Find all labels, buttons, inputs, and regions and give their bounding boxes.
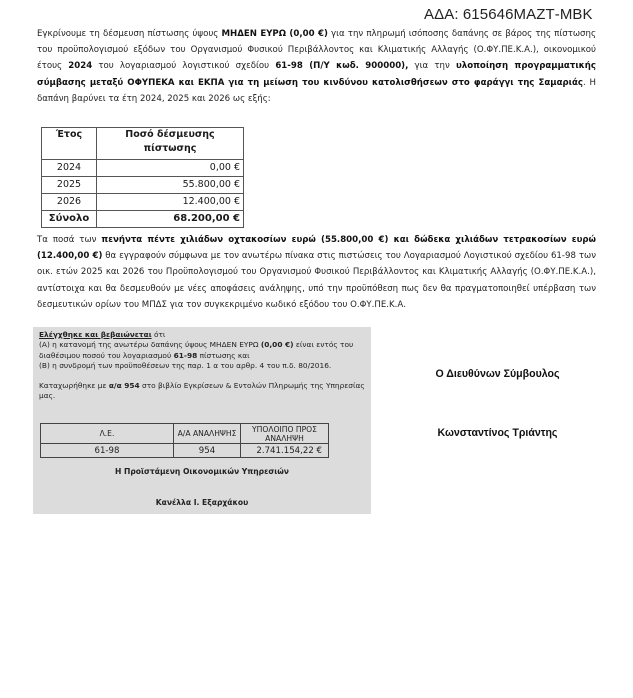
text: του λογαριασμού λογιστικού σχεδίου [92, 61, 276, 72]
ada-identifier: ΑΔΑ: 615646ΜΑΖΤ-ΜΒΚ [424, 6, 593, 23]
column-header-aa: Α/Α ΑΝΑΛΗΨΗΣ [174, 424, 241, 444]
project-title: υλοποίηση προγραμματικής σύμβασης μεταξύ ΟΦΥΠΕΚΑ και ΕΚΠΑ για τη μείωση του κινδύνου κατολισθήσεων στο φαράγγι της Σαμαριάς [37, 61, 596, 88]
total-amount: 68.200,00 € [97, 211, 244, 228]
table-row [42, 160, 244, 177]
text: (Α) η κατανομή της ανωτέρω δαπάνης ύψους ΜΗΔΕΝ ΕΥΡΩ [39, 340, 261, 350]
fiscal-year: 2024 [68, 61, 93, 72]
table-row [42, 177, 244, 194]
table-total-row [42, 211, 244, 228]
text: θα εγγραφούν σύμφωνα με τον ανωτέρω πίνακα στις πιστώσεις του Λογαριασμού Λογιστικού σχεδίου 61-98 των οικ. ετών 2025 και 2026 του Προϋπολογισμού του Οργανισμού Φυσικού Περιβάλλοντος και Κλιματικής Αλλαγής (Ο.ΦΥ.ΠΕ.Κ.Α.), αντίστοιχα και θα δεσμευθούν με νέες αποφάσεις ανάληψης, υπό την προϋπόθεση πως δεν θα πραγματοποιηθεί υπέρβαση των δεσμευτικών ορίων του ΜΠΔΣ για τον συγκεκριμένο κωδικό εξόδου του Ο.ΦΥ.ΠΕ.Κ.Α. [37, 251, 596, 310]
column-header-le: Λ.Ε. [41, 424, 174, 444]
balance-cell: 2.741.154,22 € [241, 444, 329, 458]
text: για την [408, 61, 456, 72]
amount-cell: 55.800,00 € [97, 177, 244, 194]
table-row [42, 194, 244, 211]
record-number: α/α 954 [108, 381, 140, 391]
text: Τα ποσά των [37, 235, 102, 245]
column-header-amount: Ποσό δέσμευσης πίστωσης [97, 128, 244, 160]
verification-text [39, 330, 369, 402]
amount-cell: 12.400,00 € [97, 194, 244, 211]
finance-signatory-title: Η Προϊστάμενη Οικονομικών Υπηρεσιών [115, 467, 289, 476]
year-cell: 2025 [42, 177, 97, 194]
le-cell: 61-98 [41, 444, 174, 458]
finance-signatory-name: Κανέλλα Ι. Εξαρχάκου [155, 498, 249, 507]
commitment-table [41, 127, 244, 228]
column-header-balance: ΥΠΟΛΟΙΠΟ ΠΡΟΣ ΑΝΑΛΗΨΗ [241, 424, 329, 444]
table-header-row [41, 424, 329, 444]
text: ότι [151, 330, 166, 339]
text: στο βιβλίο Εγκρίσεων & Εντολών Πληρωμής της Υπηρεσίας μας. [39, 381, 365, 401]
text: για την πληρωμή ισόποσης δαπάνης σε βάρος της πίστωσης του προϋπολογισμού εξόδων του Οργανισμού Φυσικού Περιβάλλοντος και Κλιματικής Αλλαγής (Ο.ΦΥ.ΠΕ.Κ.Α.), οικονομικού έτους [37, 29, 596, 72]
text: Καταχωρήθηκε με [39, 381, 109, 391]
year-cell: 2024 [42, 160, 97, 177]
record-line [39, 381, 369, 402]
ceo-name: Κωνσταντίνος Τριάντης [437, 427, 558, 439]
verification-heading-line [39, 330, 369, 340]
text: . Η δαπάνη βαρύνει τα έτη 2024, 2025 και 2026 ως εξής: [37, 77, 596, 104]
ceo-title: Ο Διευθύνων Σύμβουλος [435, 368, 560, 380]
aa-cell: 954 [174, 444, 241, 458]
amounts-in-words: πενήντα πέντε χιλιάδων οχτακοσίων ευρώ (55.800,00 €) και δώδεκα χιλιάδων τετρακοσίων ευρώ (12.400,00 €) [37, 235, 597, 262]
verification-box [33, 327, 371, 514]
text: πίστωσης και [197, 350, 250, 360]
amount-cell: 0,00 € [97, 160, 244, 177]
total-label: Σύνολο [42, 211, 97, 228]
amount-zero: ΜΗΔΕΝ ΕΥΡΩ (0,00 €) [221, 29, 328, 39]
text: Εγκρίνουμε τη δέσμευση πίστωσης ύψους [37, 29, 222, 39]
clause-b: (Β) η συνδρομή των προϋποθέσεων της παρ. 1 α του αρθρ. 4 του π.δ. 80/2016. [39, 360, 332, 370]
column-header-year: Έτος [42, 128, 97, 160]
account-code: 61-98 (Π/Υ κωδ. 900000), [275, 61, 409, 72]
table-header-row [42, 128, 244, 160]
year-cell: 2026 [42, 194, 97, 211]
spacer [39, 371, 369, 381]
verification-heading: Ελέγχθηκε και βεβαιώνεται [39, 330, 152, 339]
amount: (0,00 €) [260, 340, 294, 350]
account: 61-98 [173, 350, 198, 360]
clause-a [39, 340, 369, 361]
intro-paragraph [37, 26, 596, 107]
balance-table [40, 423, 329, 458]
table-row [41, 444, 329, 458]
second-paragraph [37, 232, 596, 313]
text: είναι εντός του διαθέσιμου ποσού του λογαριασμού [39, 340, 354, 360]
